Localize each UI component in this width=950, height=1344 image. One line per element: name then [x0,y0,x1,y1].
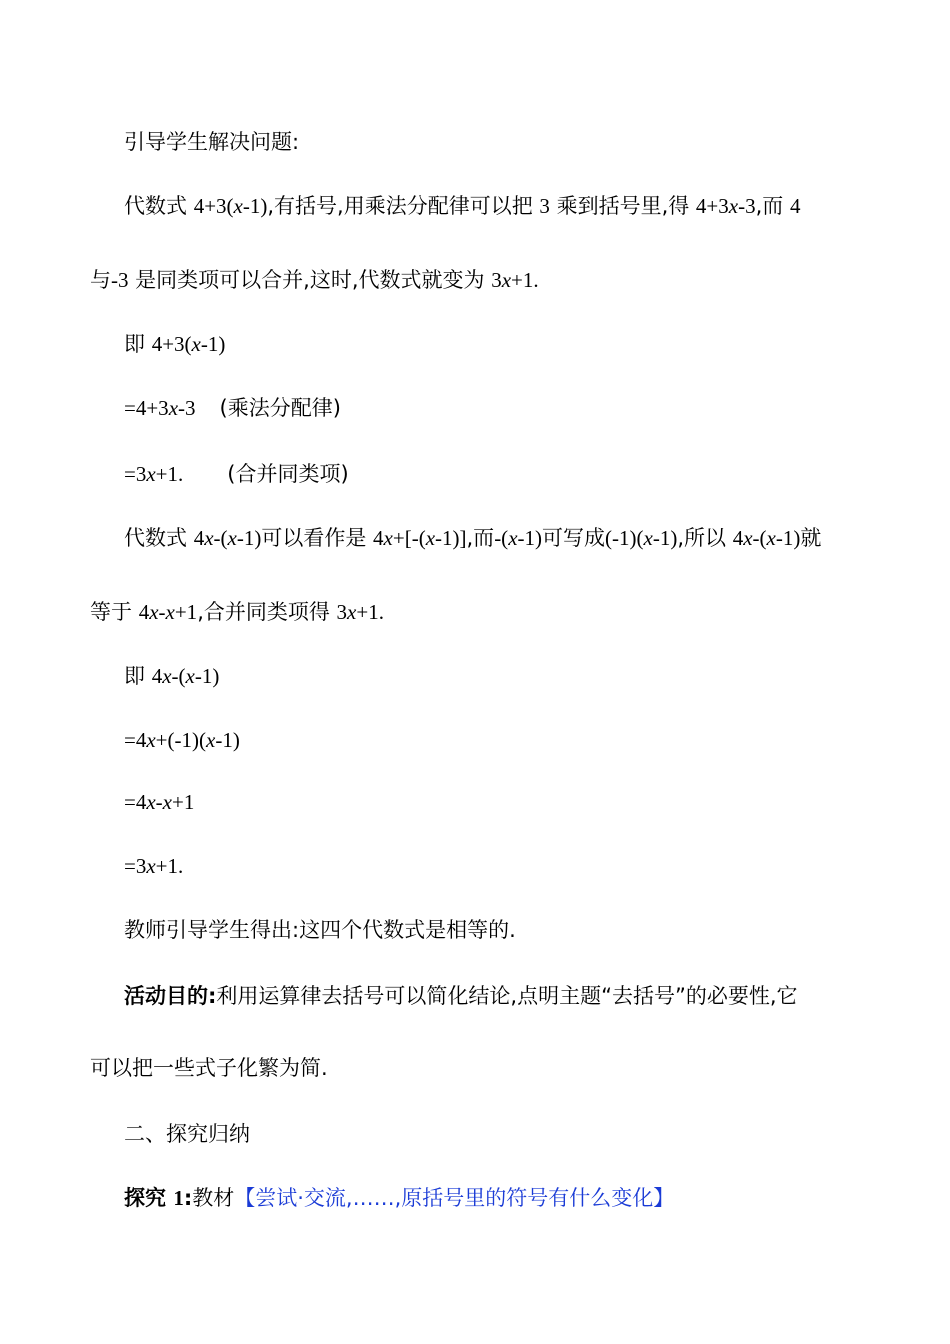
activity-purpose-cont: 可以把一些式子化繁为简. [90,1056,328,1080]
equation-1-line-1: 即 4+3(x-1) [124,332,226,356]
activity-purpose: 活动目的:利用运算律去括号可以简化结论,点明主题“去括号”的必要性,它 [124,984,798,1008]
section-heading: 二、探究归纳 [124,1122,250,1146]
equation-2-line-1: 即 4x-(x-1) [124,664,220,688]
conclusion: 教师引导学生得出:这四个代数式是相等的. [124,918,516,942]
equation-2-line-4: =3x+1. [124,854,184,878]
explore-1: 探究 1:教材【尝试·交流,……,原括号里的符号有什么变化】 [124,1186,675,1210]
explore-reference: 【尝试·交流,……,原括号里的符号有什么变化】 [234,1186,675,1210]
paragraph-1-cont: 与-3 是同类项可以合并,这时,代数式就变为 3x+1. [90,268,539,292]
guide-heading: 引导学生解决问题: [124,130,300,154]
paragraph-2: 代数式 4x-(x-1)可以看作是 4x+[-(x-1)],而-(x-1)可写成(-1)(x-1),所以 4x-(x-1)就 [124,526,822,550]
paragraph-2-cont: 等于 4x-x+1,合并同类项得 3x+1. [90,600,384,624]
equation-2-line-3: =4x-x+1 [124,790,195,814]
paragraph-1: 代数式 4+3(x-1),有括号,用乘法分配律可以把 3 乘到括号里,得 4+3x-3,而 4 [124,194,801,218]
equation-2-line-2: =4x+(-1)(x-1) [124,728,240,752]
explore-label: 探究 1: [124,1186,193,1210]
purpose-label: 活动目的: [124,984,217,1008]
equation-1-line-3: =3x+1. (合并同类项) [124,462,349,486]
equation-1-line-2: =4+3x-3 (乘法分配律) [124,396,341,420]
